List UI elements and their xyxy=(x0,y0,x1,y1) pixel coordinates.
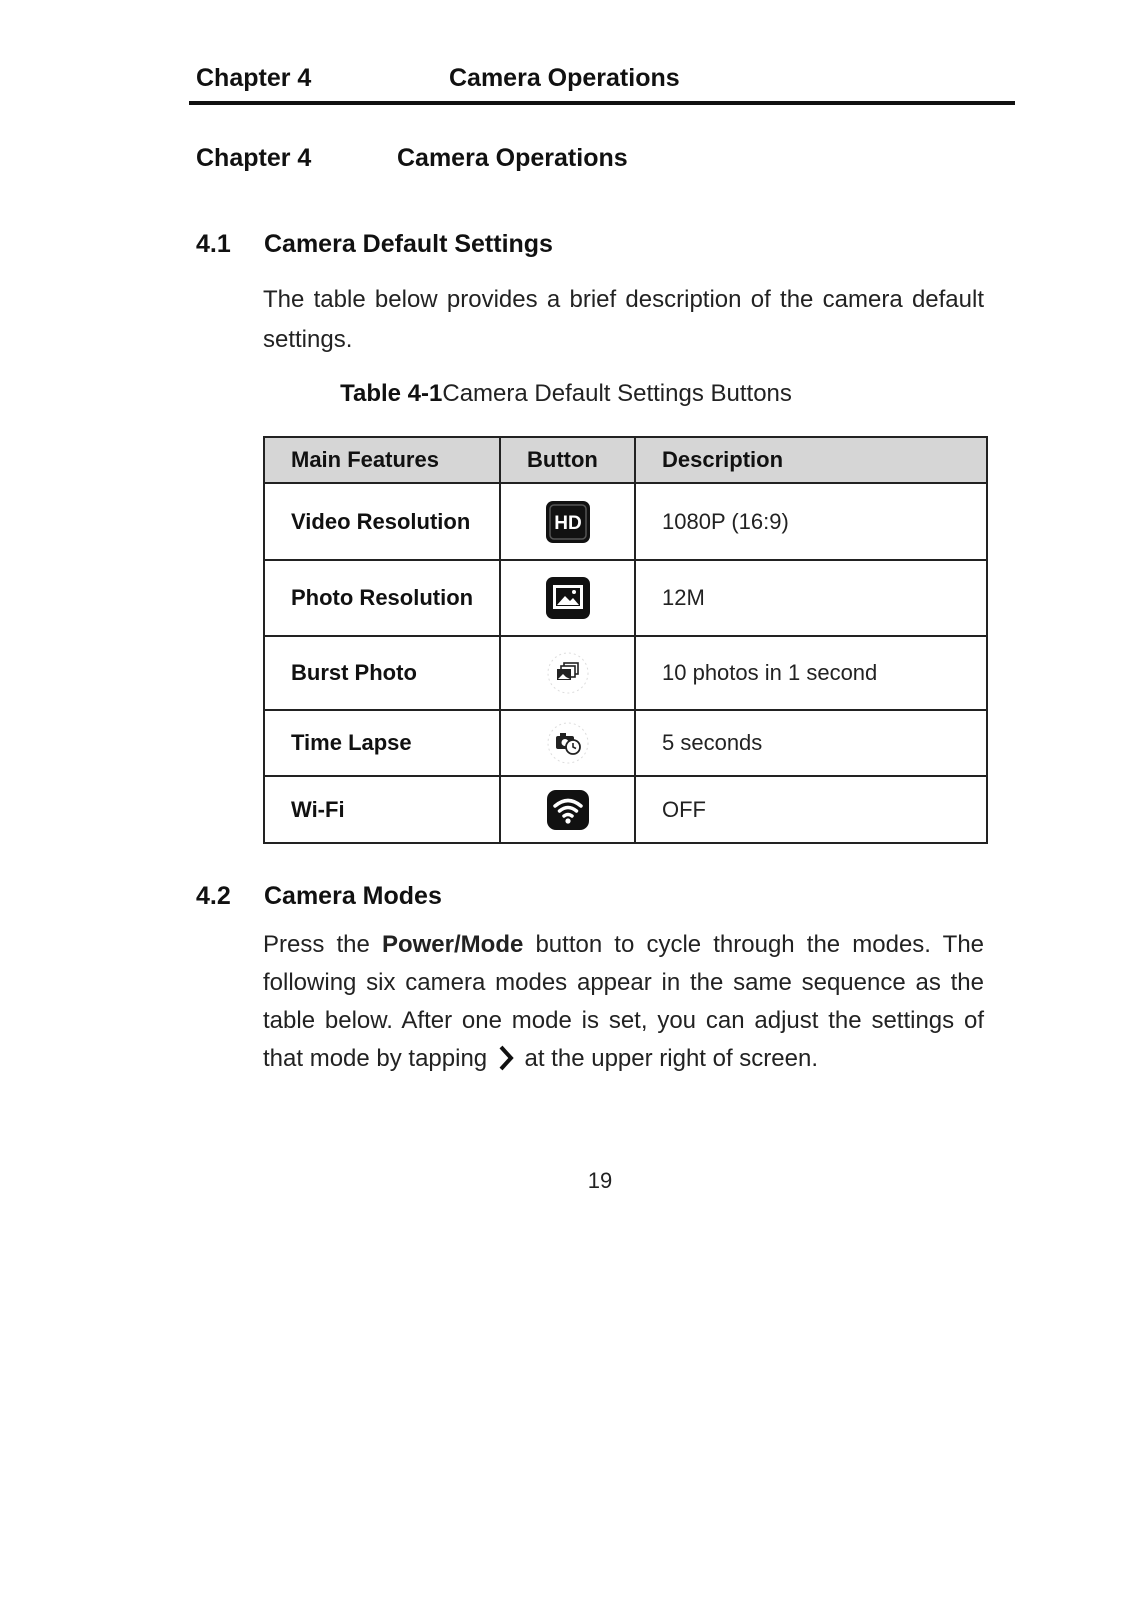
table-caption xyxy=(0,380,1132,408)
time-lapse-icon xyxy=(546,721,590,765)
header-description: Description xyxy=(635,437,987,483)
description-cell: 10 photos in 1 second xyxy=(635,636,987,710)
description-cell: OFF xyxy=(635,776,987,843)
description-cell: 12M xyxy=(635,560,987,636)
page-number: 19 xyxy=(587,1168,613,1193)
section-1-title: Camera Default Settings xyxy=(264,230,553,258)
chapter-title: Camera Operations xyxy=(397,144,628,172)
table-row xyxy=(264,710,987,776)
svg-text:HD: HD xyxy=(553,512,582,534)
table-row xyxy=(264,483,987,560)
section-2-text-middle: button to cycle through the modes. The following six camera modes appear in the same sequence as the table below. After one mode is set, you can adjust the settings of that mode by tapping xyxy=(263,931,985,1072)
header-main-features: Main Features xyxy=(264,437,500,483)
feature-cell: Burst Photo xyxy=(264,636,500,710)
hd-icon xyxy=(544,498,592,546)
power-mode-label: Power/Mode xyxy=(381,931,524,958)
section-2-title: Camera Modes xyxy=(264,882,442,910)
table-row xyxy=(264,560,987,636)
burst-photo-icon xyxy=(546,651,590,695)
section-2-paragraph xyxy=(263,926,984,1078)
feature-cell: Wi-Fi xyxy=(264,776,500,843)
table-caption-label: Table 4-1 xyxy=(340,380,443,407)
button-cell xyxy=(500,710,635,776)
feature-cell: Photo Resolution xyxy=(264,560,500,636)
default-settings-table xyxy=(263,436,988,844)
button-cell xyxy=(500,636,635,710)
table-header-row xyxy=(264,437,987,483)
chevron-right-icon xyxy=(496,1044,516,1072)
section-1-paragraph: The table below provides a brief description of the camera default settings. xyxy=(263,286,984,353)
description-cell: 1080P (16:9) xyxy=(635,483,987,560)
table-row xyxy=(264,636,987,710)
table-caption-text: Camera Default Settings Buttons xyxy=(442,380,792,407)
running-header-chapter: Chapter 4 xyxy=(196,64,312,92)
chapter-number: Chapter 4 xyxy=(196,144,312,172)
photo-icon xyxy=(544,574,592,622)
feature-cell: Video Resolution xyxy=(264,483,500,560)
feature-cell: Time Lapse xyxy=(264,710,500,776)
section-1-number: 4.1 xyxy=(196,230,231,258)
description-cell: 5 seconds xyxy=(635,710,987,776)
button-cell xyxy=(500,560,635,636)
section-2-text-end: at the upper right of screen. xyxy=(524,1045,819,1072)
header-rule xyxy=(189,101,1015,105)
button-cell xyxy=(500,483,635,560)
running-header-title: Camera Operations xyxy=(449,64,680,92)
section-2-text-start: Press the xyxy=(263,931,382,958)
button-cell xyxy=(500,776,635,843)
header-button: Button xyxy=(500,437,635,483)
section-2-number: 4.2 xyxy=(196,882,231,910)
table-row xyxy=(264,776,987,843)
wifi-icon xyxy=(545,787,591,833)
